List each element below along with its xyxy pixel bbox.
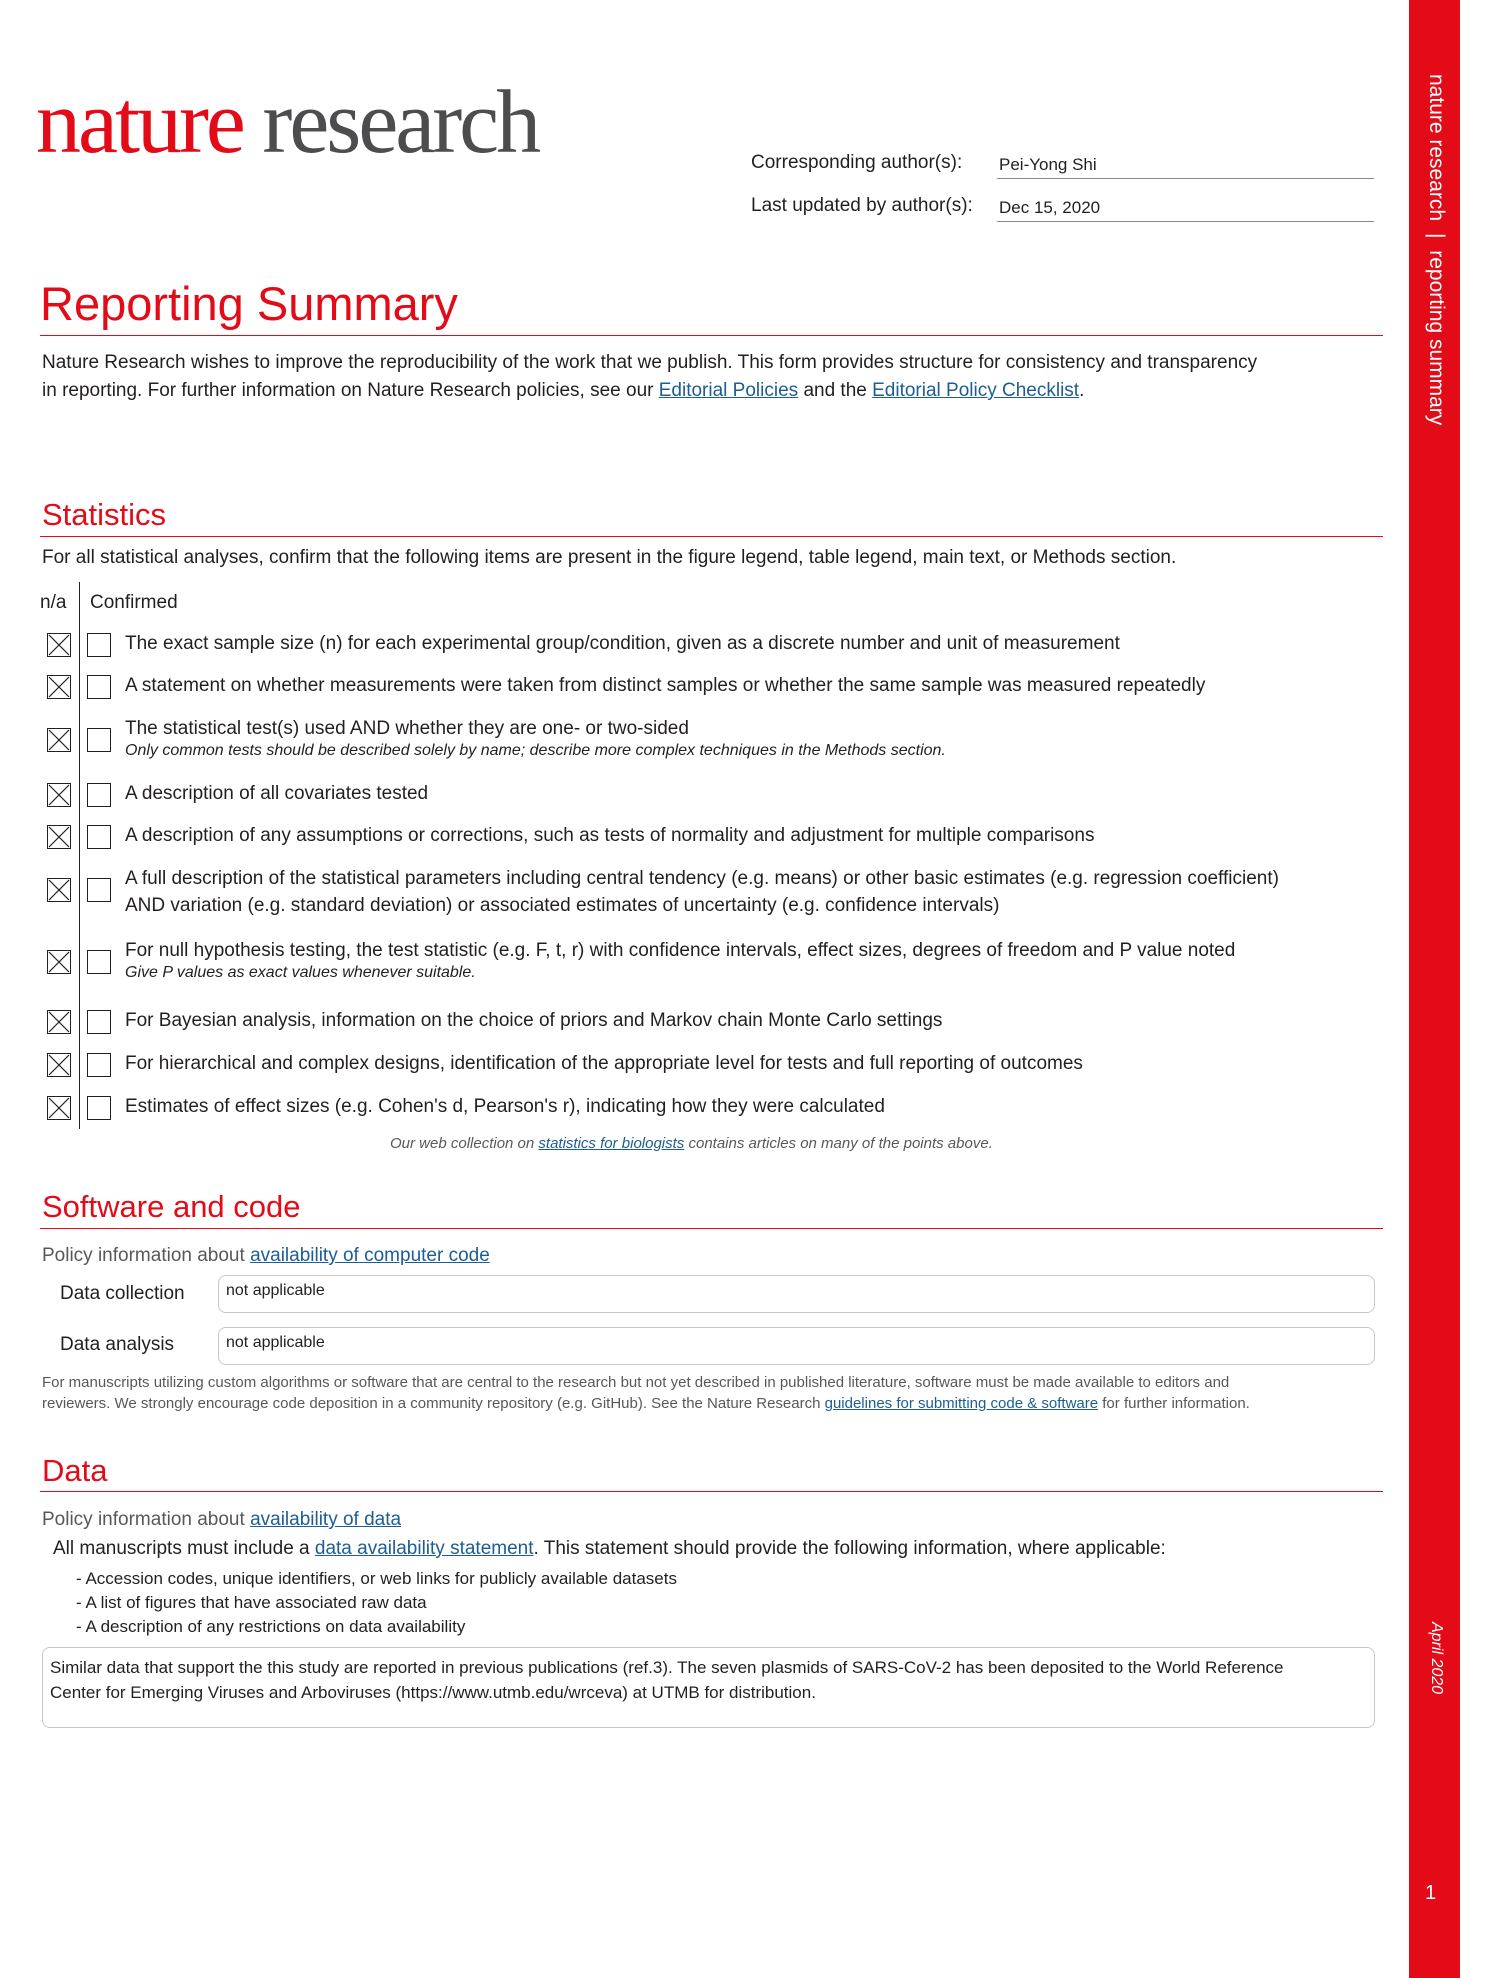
checklist-item-text	[125, 673, 1205, 698]
page-title: Reporting Summary	[40, 277, 458, 330]
checklist-item-line: A description of all covariates tested	[125, 783, 429, 804]
checklist-item-text	[125, 631, 1120, 656]
checklist-item-note: Only common tests should be described solely by name; describe more complex techniques in the Methods section.	[125, 742, 946, 759]
checklist-item-line: Estimates of effect sizes (e.g. Cohen's d, Pearson's r), indicating how they were calculated	[125, 1096, 885, 1117]
editorial-policy-checklist-link[interactable]: Editorial Policy Checklist	[872, 380, 1080, 401]
confirmed-checkbox[interactable]	[87, 1010, 111, 1034]
confirmed-checkbox[interactable]	[87, 825, 111, 849]
data-answer-line-2: Center for Emerging Viruses and Arboviruses (https://www.utmb.edu/wrceva) at UTMB for distribution.	[50, 1683, 816, 1702]
data-analysis-label: Data analysis	[60, 1334, 175, 1355]
intro-line-2: in reporting. For further information on Nature Research policies, see our Editorial Policies and the Editorial Policy Checklist.	[42, 380, 1085, 401]
confirmed-checkbox[interactable]	[87, 633, 111, 657]
list-item: - A list of figures that have associated raw data	[76, 1593, 427, 1612]
confirmed-checkbox[interactable]	[87, 950, 111, 974]
checklist-item-text	[125, 1008, 942, 1033]
side-section: reporting summary	[1425, 250, 1448, 426]
na-checkbox[interactable]	[47, 1010, 71, 1034]
data-analysis-field[interactable]: not applicable	[218, 1327, 1375, 1365]
side-brand: nature research	[1425, 74, 1448, 222]
checklist-item-text	[125, 716, 946, 761]
na-checkbox[interactable]	[47, 675, 71, 699]
checklist-item-text	[125, 866, 1279, 918]
data-availability-statement-link[interactable]: data availability statement	[314, 1538, 534, 1559]
editorial-policies-link[interactable]: Editorial Policies	[658, 380, 799, 401]
intro-line-1: Nature Research wishes to improve the reproducibility of the work that we publish. This form provides structure for consistency and transparency	[42, 352, 1258, 373]
col-confirmed-header: Confirmed	[90, 592, 178, 613]
data-answer-line-1: Similar data that support the this study are reported in previous publications (ref.3). The seven plasmids of SARS-CoV-2 has been deposited to the World Reference	[50, 1658, 1284, 1677]
side-separator: |	[1425, 232, 1448, 239]
software-note: For manuscripts utilizing custom algorithms or software that are central to the research but not yet described in published literature, software must be made available to editors and reviewers. We strongly encourage code deposition in a community repository (e.g. GitHub). See the Nature Research guidelines for submitting code & software for further information.	[42, 1374, 1250, 1412]
checklist-item-text	[125, 781, 428, 806]
intro-paragraph	[42, 349, 1387, 405]
checklist-item-text	[125, 938, 1235, 983]
na-checkbox[interactable]	[47, 950, 71, 974]
confirmed-checkbox[interactable]	[87, 1096, 111, 1120]
confirmed-checkbox[interactable]	[87, 728, 111, 752]
checklist-item-line: A full description of the statistical parameters including central tendency (e.g. means) or other basic estimates (e.g. regression coefficient)	[125, 868, 1279, 889]
checklist-item-text	[125, 823, 1094, 848]
checklist-item-line: For Bayesian analysis, information on the choice of priors and Markov chain Monte Carlo settings	[125, 1010, 943, 1031]
data-collection-label: Data collection	[60, 1283, 185, 1304]
na-checkbox[interactable]	[47, 633, 71, 657]
checklist-item-line: For null hypothesis testing, the test statistic (e.g. F, t, r) with confidence intervals, effect sizes, degrees of freedom and P value noted	[125, 940, 1236, 961]
title-rule	[40, 335, 1383, 336]
corresponding-author-label: Corresponding author(s):	[751, 152, 963, 173]
statistics-heading: Statistics	[42, 497, 167, 532]
checklist-item-line: AND variation (e.g. standard deviation) or associated estimates of uncertainty (e.g. confidence intervals)	[125, 895, 1000, 916]
side-date: April 2020	[1428, 1622, 1445, 1695]
side-header	[1424, 74, 1448, 425]
data-availability-field[interactable]	[42, 1647, 1375, 1728]
last-updated-field[interactable]: Dec 15, 2020	[997, 195, 1374, 222]
statistics-for-biologists-link[interactable]: statistics for biologists	[538, 1135, 685, 1152]
confirmed-checkbox[interactable]	[87, 675, 111, 699]
na-checkbox[interactable]	[47, 783, 71, 807]
corresponding-author-field[interactable]: Pei-Yong Shi	[997, 152, 1374, 179]
software-rule	[40, 1228, 1383, 1229]
data-policy: Policy information about availability of data	[42, 1509, 402, 1530]
logo-word-nature: nature	[36, 73, 243, 172]
list-item: - A description of any restrictions on data availability	[76, 1617, 466, 1636]
na-checkbox[interactable]	[47, 1053, 71, 1077]
availability-of-computer-code-link[interactable]: availability of computer code	[250, 1245, 490, 1266]
checklist-item-line: A description of any assumptions or corrections, such as tests of normality and adjustment for multiple comparisons	[125, 825, 1095, 846]
checklist-item-line: A statement on whether measurements were taken from distinct samples or whether the same sample was measured repeatedly	[125, 675, 1206, 696]
data-statement: All manuscripts must include a data availability statement. This statement should provide the following information, where applicable:	[53, 1538, 1166, 1559]
nature-research-logo	[36, 73, 539, 172]
guidelines-code-software-link[interactable]: guidelines for submitting code & software	[824, 1395, 1099, 1412]
confirmed-checkbox[interactable]	[87, 1053, 111, 1077]
checklist-item-note: Give P values as exact values whenever suitable.	[125, 964, 476, 981]
software-heading: Software and code	[42, 1189, 301, 1224]
statistics-rule	[40, 536, 1383, 537]
confirmed-checkbox[interactable]	[87, 783, 111, 807]
page-number: 1	[1425, 1882, 1437, 1904]
logo-word-research: research	[262, 73, 539, 172]
side-band	[1409, 0, 1460, 1978]
availability-of-data-link[interactable]: availability of data	[250, 1509, 402, 1530]
col-na-header: n/a	[40, 592, 67, 613]
data-rule	[40, 1491, 1383, 1492]
list-item: - Accession codes, unique identifiers, or web links for publicly available datasets	[76, 1569, 677, 1588]
checklist-divider	[79, 582, 80, 1129]
na-checkbox[interactable]	[47, 728, 71, 752]
data-heading: Data	[42, 1453, 108, 1488]
data-requirements-list	[76, 1567, 677, 1639]
software-policy: Policy information about availability of computer code	[42, 1245, 490, 1266]
confirmed-checkbox[interactable]	[87, 878, 111, 902]
checklist-item-line: For hierarchical and complex designs, identification of the appropriate level for tests and full reporting of outcomes	[125, 1053, 1083, 1074]
statistics-instruction: For all statistical analyses, confirm that the following items are present in the figure legend, table legend, main text, or Methods section.	[42, 547, 1177, 568]
checklist-item-line: The statistical test(s) used AND whether they are one- or two-sided	[125, 718, 689, 739]
data-collection-field[interactable]: not applicable	[218, 1275, 1375, 1313]
na-checkbox[interactable]	[47, 825, 71, 849]
checklist-item-text	[125, 1051, 1083, 1076]
checklist-item-text	[125, 1094, 885, 1119]
na-checkbox[interactable]	[47, 878, 71, 902]
checklist-item-line: The exact sample size (n) for each experimental group/condition, given as a discrete number and unit of measurement	[125, 633, 1120, 654]
na-checkbox[interactable]	[47, 1096, 71, 1120]
statistics-footer: Our web collection on statistics for biologists contains articles on many of the points above.	[390, 1135, 993, 1152]
last-updated-label: Last updated by author(s):	[751, 195, 973, 216]
